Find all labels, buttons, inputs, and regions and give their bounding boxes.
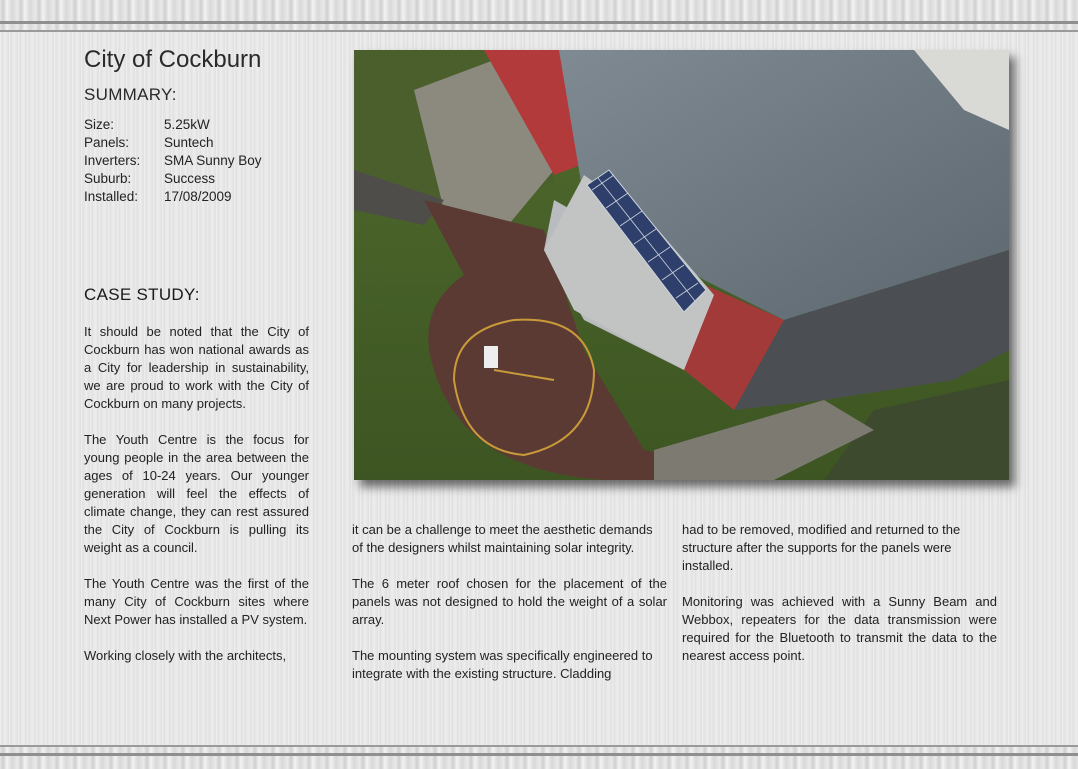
top-frame — [0, 0, 1078, 32]
case-study-paragraph: Monitoring was achieved with a Sunny Beam and Webbox, repeaters for the data transmission were required for the Bluetooth to transmit the data to the nearest access point. — [682, 594, 997, 663]
aerial-photo-solar-roof-icon — [354, 50, 1009, 480]
summary-value: Success — [164, 171, 216, 186]
page-title: City of Cockburn — [84, 46, 262, 73]
summary-value: Suntech — [164, 135, 214, 150]
summary-row-panels — [84, 134, 262, 152]
summary-row-size — [84, 116, 262, 134]
case-study-column-2 — [352, 521, 667, 701]
summary-value: SMA Sunny Boy — [164, 153, 262, 168]
case-study-heading: CASE STUDY: — [84, 285, 200, 304]
case-study-paragraph: The Youth Centre is the focus for young people in the area between the ages of 10-24 years. Our younger generation will feel the effects of climate change, they can rest assured the City of Cockburn is pulling its weight as a council. — [84, 432, 309, 555]
summary-label: Panels: — [84, 135, 130, 150]
summary-row-installed — [84, 188, 262, 206]
summary-value: 17/08/2009 — [164, 189, 232, 204]
case-study-column-1 — [84, 323, 309, 683]
case-study-column-3 — [682, 521, 997, 683]
case-study-paragraph: had to be removed, modified and returned to the structure after the supports for the panels were installed. — [682, 522, 961, 573]
case-study-paragraph: The 6 meter roof chosen for the placement of the panels was not designed to hold the weight of a solar array. — [352, 576, 667, 627]
case-study-paragraph: Working closely with the architects, — [84, 648, 287, 663]
summary-label: Installed: — [84, 189, 139, 204]
bottom-frame — [0, 745, 1078, 769]
case-study-paragraph: it can be a challenge to meet the aesthetic demands of the designers whilst maintaining solar integrity. — [352, 522, 653, 555]
summary-heading: SUMMARY: — [84, 85, 177, 104]
summary-label: Suburb: — [84, 171, 132, 186]
summary-row-inverters — [84, 152, 262, 170]
case-study-paragraph: The Youth Centre was the first of the many City of Cockburn sites where Next Power has installed a PV system. — [84, 576, 309, 627]
case-study-paragraph: The mounting system was specifically engineered to integrate with the existing structure. Cladding — [352, 648, 653, 681]
aerial-photo — [354, 50, 1009, 480]
summary-table — [84, 116, 262, 206]
summary-value: 5.25kW — [164, 117, 210, 132]
summary-label: Size: — [84, 117, 115, 132]
case-study-paragraph: It should be noted that the City of Cockburn has won national awards as a City for leadership in sustainability, we are proud to work with the City of Cockburn on many projects. — [84, 324, 309, 411]
summary-row-suburb — [84, 170, 262, 188]
summary-label: Inverters: — [84, 153, 141, 168]
